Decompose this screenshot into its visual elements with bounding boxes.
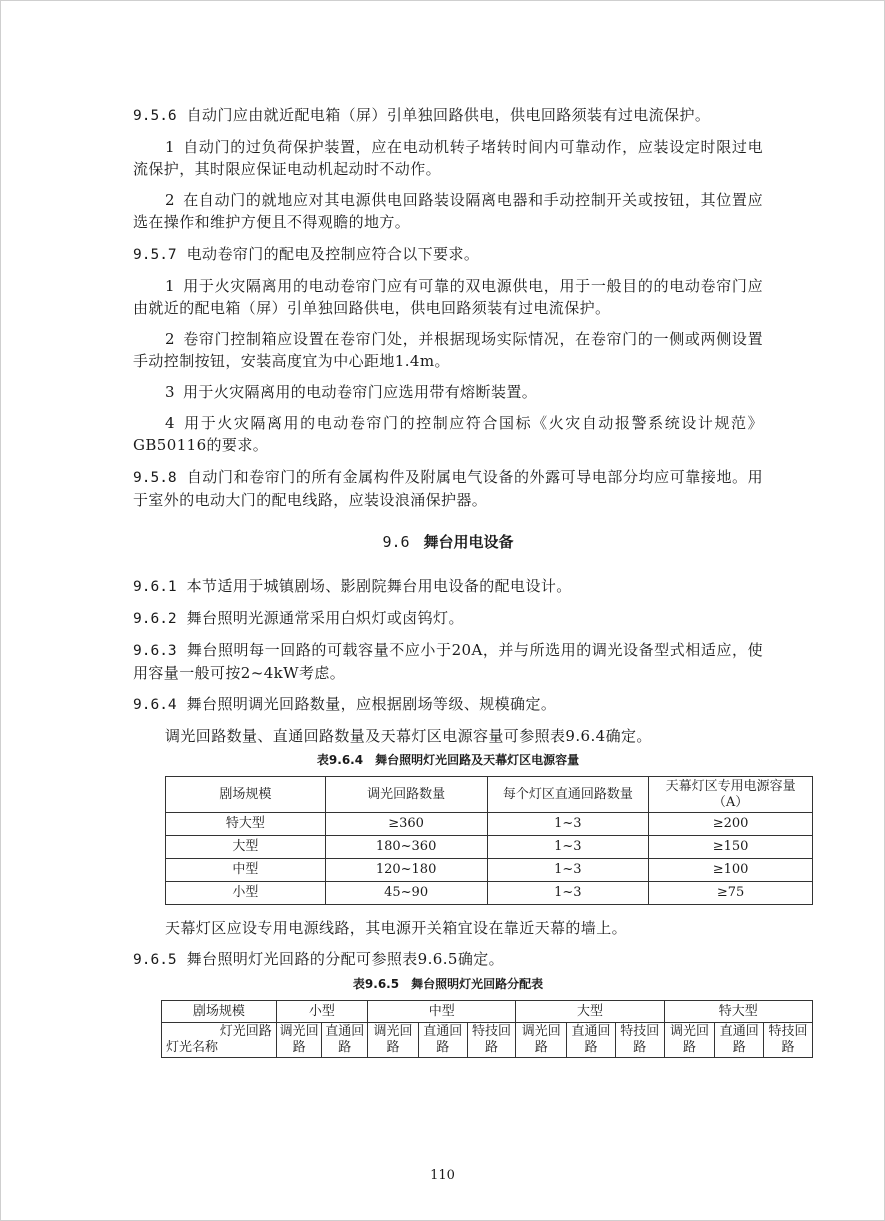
- clause-9-6-1: 9.6.1 本节适用于城镇剧场、影剧院舞台用电设备的配电设计。: [133, 576, 572, 595]
- table-cell: ≥75: [649, 882, 813, 905]
- diag-top-label: 灯光回路: [219, 1024, 272, 1040]
- table-header-cell: 调光回路数量: [325, 777, 487, 813]
- table-row: [166, 813, 813, 836]
- table-header-cell: 特大型: [664, 1001, 812, 1023]
- table-cell: ≥200: [649, 813, 813, 836]
- table-subheader-cell: 调光回路: [516, 1023, 567, 1058]
- table-subheader-cell: 直通回路: [715, 1023, 764, 1058]
- table-cell: 45~90: [325, 882, 487, 905]
- clause-9-5-7-item-2: 2 卷帘门控制箱应设置在卷帘门处，并根据现场实际情况，在卷帘门的一侧或两侧设置手动控制按钮，安装高度宜为中心距地1.4m。: [133, 329, 763, 370]
- table-9-6-5: [161, 1000, 813, 1058]
- table-row: [166, 836, 813, 859]
- table-subheader-cell: 调光回路: [368, 1023, 419, 1058]
- clause-9-6-2: 9.6.2 舞台照明光源通常采用白炽灯或卤钨灯。: [133, 608, 464, 627]
- clause-9-6-4: 9.6.4 舞台照明调光回路数量，应根据剧场等级、规模确定。: [133, 695, 557, 714]
- table-subheader-cell: 直通回路: [418, 1023, 467, 1058]
- clause-9-5-8: 9.5.8 自动门和卷帘门的所有金属构件及附属电气设备的外露可导电部分均应可靠接地。用于室外的电动大门的配电线路，应装设浪涌保护器。: [133, 467, 763, 509]
- table-header-cell: 大型: [516, 1001, 664, 1023]
- clause-9-6-3: 9.6.3 舞台照明每一回路的可载容量不应小于20A，并与所选用的调光设备型式相适应，使用容量一般可按2~4kW考虑。: [133, 640, 763, 682]
- table-header-row: [162, 1001, 813, 1023]
- table-cell: 小型: [166, 882, 326, 905]
- table-header-cell: 每个灯区直通回路数量: [487, 777, 649, 813]
- table-cell: 1~3: [487, 813, 649, 836]
- table-subheader-cell: 特技回路: [764, 1023, 813, 1058]
- table-header-row: [166, 777, 813, 813]
- clause-9-5-6-item-1: 1 自动门的过负荷保护装置，应在电动机转子堵转时间内可靠动作，应装设定时限过电流保护，其时限应保证电动机起动时不动作。: [133, 138, 763, 179]
- clause-9-5-7-item-3: 3 用于火灾隔离用的电动卷帘门应选用带有熔断装置。: [165, 383, 538, 402]
- table-row: [166, 882, 813, 905]
- table-cell: ≥100: [649, 859, 813, 882]
- table-header-cell: 天幕灯区专用电源容量（A）: [649, 777, 813, 813]
- table-cell: 120~180: [325, 859, 487, 882]
- table-9-6-4: [165, 776, 813, 905]
- clause-9-5-7: 9.5.7 电动卷帘门的配电及控制应符合以下要求。: [133, 244, 480, 263]
- table-9-6-5-caption: 表9.6.5 舞台照明灯光回路分配表: [352, 977, 544, 992]
- table-cell: 中型: [166, 859, 326, 882]
- clause-9-5-6: 9.5.6 自动门应由就近配电箱（屏）引单独回路供电，供电回路须装有过电流保护。: [133, 106, 711, 124]
- diag-bottom-label: 灯光名称: [166, 1040, 219, 1056]
- table-cell: 大型: [166, 836, 326, 859]
- table-9-6-4-note: 天幕灯区应设专用电源线路，其电源开关箱宜设在靠近天幕的墙上。: [165, 919, 628, 938]
- clause-9-5-7-item-1: 1 用于火灾隔离用的电动卷帘门应有可靠的双电源供电，用于一般目的的电动卷帘门应由就近的配电箱（屏）引单独回路供电，供电回路须装有过电流保护。: [133, 276, 763, 317]
- table-row: [166, 859, 813, 882]
- table-cell: 180~360: [325, 836, 487, 859]
- table-header-cell: 中型: [368, 1001, 516, 1023]
- table-subheader-cell: 直通回路: [322, 1023, 368, 1058]
- table-cell: 1~3: [487, 859, 649, 882]
- table-cell: 1~3: [487, 882, 649, 905]
- clause-9-5-6-item-2: 2 在自动门的就地应对其电源供电回路装设隔离电器和手动控制开关或按钮，其位置应选在操作和维护方便且不得观瞻的地方。: [133, 191, 763, 232]
- table-9-6-4-caption: 表9.6.4 舞台照明灯光回路及天幕灯区电源容量: [316, 753, 580, 768]
- table-subheader-cell: 调光回路: [664, 1023, 715, 1058]
- page-number: 110: [430, 1168, 455, 1183]
- clause-9-6-5: 9.6.5 舞台照明灯光回路的分配可参照表9.6.5确定。: [133, 950, 505, 969]
- table-header-cell: 小型: [276, 1001, 367, 1023]
- document-body: [133, 104, 808, 1058]
- table-header-cell: 剧场规模: [162, 1001, 277, 1023]
- table-subheader-row: [162, 1023, 813, 1058]
- clause-9-5-7-item-4: 4 用于火灾隔离用的电动卷帘门的控制应符合国标《火灾自动报警系统设计规范》GB50116的要求。: [133, 414, 763, 455]
- diagonal-header-cell: [162, 1023, 277, 1058]
- table-subheader-cell: 特技回路: [467, 1023, 516, 1058]
- table-subheader-cell: 直通回路: [567, 1023, 616, 1058]
- table-subheader-cell: 调光回路: [276, 1023, 322, 1058]
- table-subheader-cell: 特技回路: [615, 1023, 664, 1058]
- section-heading: 9.6 舞台用电设备: [382, 532, 514, 551]
- table-header-cell: 剧场规模: [166, 777, 326, 813]
- table-cell: ≥150: [649, 836, 813, 859]
- table-cell: ≥360: [325, 813, 487, 836]
- table-cell: 1~3: [487, 836, 649, 859]
- clause-9-6-4-note: 调光回路数量、直通回路数量及天幕灯区电源容量可参照表9.6.4确定。: [165, 727, 652, 746]
- table-cell: 特大型: [166, 813, 326, 836]
